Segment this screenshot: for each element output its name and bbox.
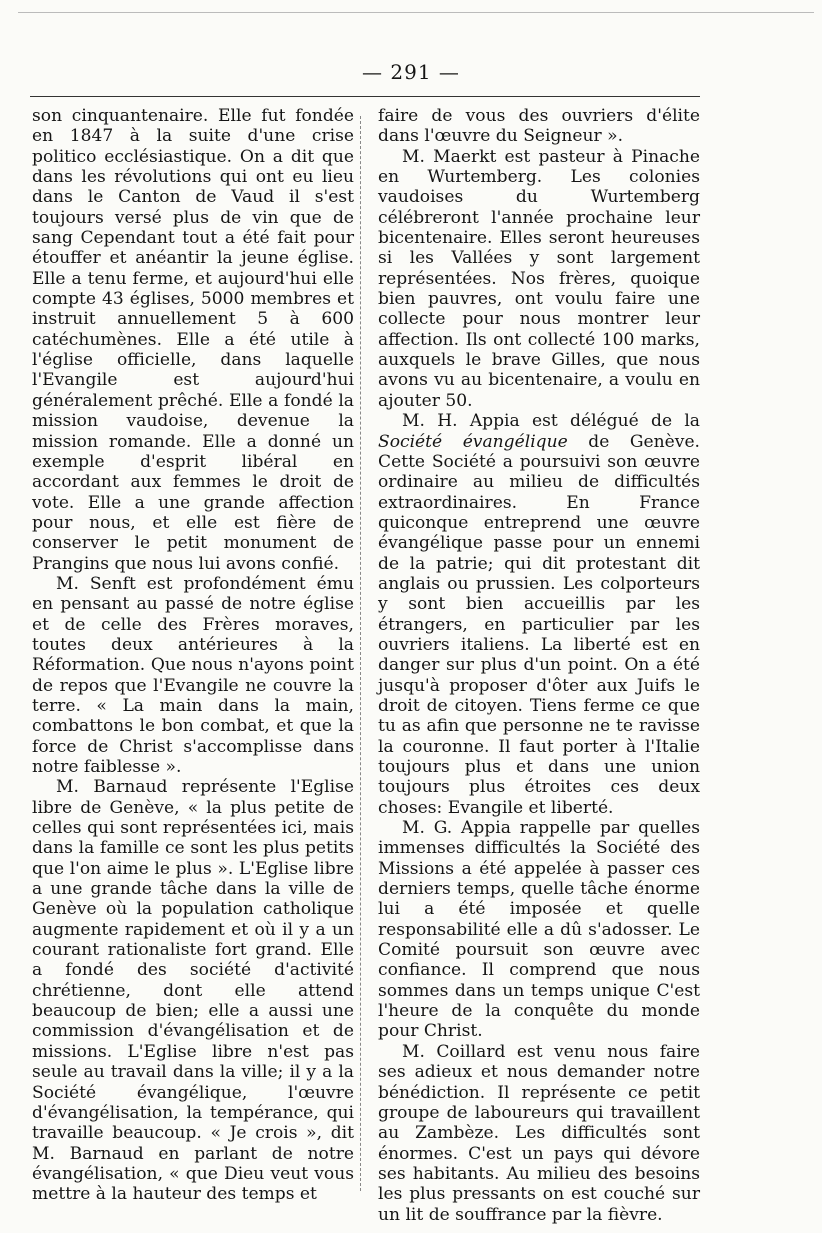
page-number: — 291 — bbox=[362, 60, 460, 84]
paragraph-senft: M. Senft est profondément ému en pensant au passé de notre église et de celle des Frères moraves, toutes deux antérieures à la Réformation. Que nous n'ayons point de repos que l'Evangile ne couvre la terre. « La main dans la main, combattons le bon combat, et que la force de Christ s'accomplisse dans notre faiblesse ». bbox=[32, 573, 354, 777]
paragraph-coillard: M. Coillard est venu nous faire ses adieux et nous demander notre bénédiction. Il représente ce petit groupe de laboureurs qui travaillent au Zambèze. Les difficultés sont énormes. C'est un pays qui dévore ses habitants. Au milieu des besoins les plus pressants on est couché sur un lit de souffrance par la fièvre. bbox=[378, 1041, 700, 1225]
paragraph-g-appia: M. G. Appia rappelle par quelles immenses difficultés la Société des Missions a été appelée à passer ces derniers temps, quelle tâche énorme lui a été imposée et quelle responsabilité elle a dû s'adosser. Le Comité poursuit son œuvre avec confiance. Il comprend que nous sommes dans un temps unique C'est l'heure de la conquête du monde pour Christ. bbox=[378, 818, 700, 1042]
paragraph-h-appia bbox=[378, 411, 700, 818]
h-appia-text-before: M. H. Appia est délégué de la bbox=[402, 411, 700, 432]
right-column bbox=[378, 106, 700, 1225]
top-border-rule bbox=[18, 12, 814, 13]
h-appia-italic: Société évangélique bbox=[378, 431, 568, 452]
paragraph-continuation: faire de vous des ouvriers d'élite dans l'œuvre du Seigneur ». bbox=[378, 106, 700, 147]
h-appia-text-after: de Genève. Cette Société a poursuivi son œuvre ordinaire au milieu de difficultés extraordinaires. En France quiconque entreprend une œuvre évangélique passe pour un ennemi de la patrie; qui dit protestant dit anglais ou prussien. Les colporteurs y sont bien accueillis par les étrangers, en particulier par les ouvriers italiens. La liberté est en danger sur plus d'un point. On a été jusqu'à proposer d'ôter aux Juifs le droit de citoyen. Tiens ferme ce que tu as afin que personne ne te ravisse la couronne. Il faut porter à l'Italie toujours plus et dans une union toujours plus étroites ces deux choses: Evangile et liberté. bbox=[378, 431, 700, 818]
header-rule bbox=[30, 96, 700, 97]
left-column bbox=[32, 106, 354, 1205]
column-divider bbox=[360, 116, 361, 1191]
paragraph-maerkt: M. Maerkt est pasteur à Pinache en Wurtemberg. Les colonies vaudoises du Wurtemberg célébreront l'année prochaine leur bicentenaire. Elles seront heureuses si les Vallées y sont largement représentées. Nos frères, quoique bien pauvres, ont voulu faire une collecte pour nous montrer leur affection. Ils ont collecté 100 marks, auxquels le brave Gilles, que nous avons vu au bicentenaire, a voulu en ajouter 50. bbox=[378, 146, 700, 411]
paragraph-barnaud: M. Barnaud représente l'Eglise libre de Genève, « la plus petite de celles qui sont représentées ici, mais dans la famille ce sont les plus petits que l'on aime le plus ». L'Eglise libre a une grande tâche dans la ville de Genève où la population catholique augmente rapidement et où il y a un courant rationaliste fort grand. Elle a fondé des société d'activité chrétienne, dont elle attend beaucoup de bien; elle a aussi une commission d'évangélisation et de missions. L'Eglise libre n'est pas seule au travail dans la ville; il y a la Société évangélique, l'œuvre d'évangélisation, la tempérance, qui travaille beaucoup. « Je crois », dit M. Barnaud en parlant de notre évangélisation, « que Dieu veut vous mettre à la hauteur des temps et bbox=[32, 777, 354, 1205]
paragraph-eglise-libre-vaud: son cinquantenaire. Elle fut fondée en 1847 à la suite d'une crise politico ecclésiastique. On a dit que dans les révolutions qui ont eu lieu dans le Canton de Vaud il s'est toujours versé plus de vin que de sang Cependant tout a été fait pour étouffer et anéantir la jeune église. Elle a tenu ferme, et aujourd'hui elle compte 43 églises, 5000 membres et instruit annuellement 5 à 600 catéchumènes. Elle a été utile à l'église officielle, dans laquelle l'Evangile est aujourd'hui généralement prêché. Elle a fondé la mission vaudoise, devenue la mission romande. Elle a donné un exemple d'esprit libéral en accordant aux femmes le droit de vote. Elle a une grande affection pour nous, et elle est fière de conserver le petit monument de Prangins que nous lui avons confié. bbox=[32, 106, 354, 574]
